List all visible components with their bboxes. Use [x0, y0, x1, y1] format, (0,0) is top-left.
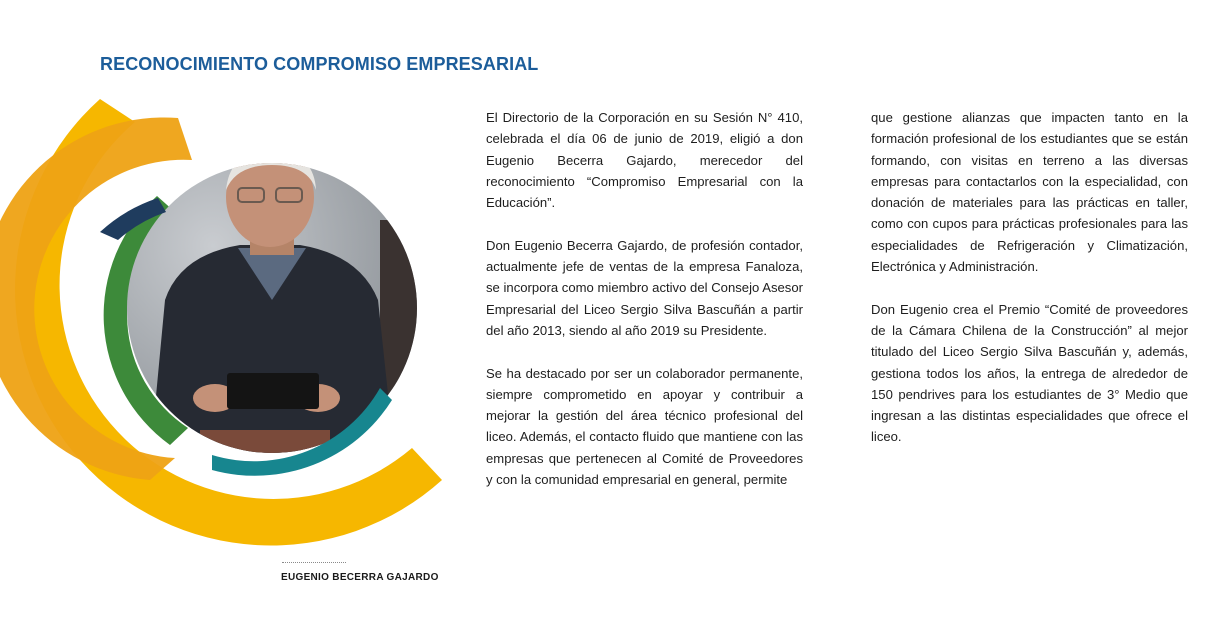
page-title: RECONOCIMIENTO COMPROMISO EMPRESARIAL: [100, 54, 539, 74]
text-column-1: [486, 107, 803, 512]
photo-caption: EUGENIO BECERRA GAJARDO: [281, 572, 439, 583]
paragraph: Don Eugenio crea el Premio “Comité de proveedores de la Cámara Chilena de la Construcción” al mejor titulado del Liceo Sergio Silva Bascuñán y, además, gestiona todos los años, la entrega de alrededor de 150 pendrives para los estudiantes de 3° Medio que ingresan a las distintas especialidades que ofrece el liceo.: [871, 301, 1188, 445]
paragraph: Se ha destacado por ser un colaborador permanente, siempre comprometido en apoyar y contribuir a mejorar la gestión del área técnico profesional del liceo. Además, el contacto fluido que mantiene con las empresas que pertenecen al Comité de Proveedores y con la comunidad empresarial en general, permite: [486, 365, 803, 488]
paragraph: que gestione alianzas que impacten tanto en la formación profesional de los estudiantes que se están formando, con visitas en terreno a las diversas empresas para contactarlos con la especialidad, con donación de materiales para las prácticas en taller, como con cupos para prácticas profesionales para las especialidades de Refrigeración y Climatización, Electrónica y Administración.: [871, 110, 1188, 275]
paragraph: Don Eugenio Becerra Gajardo, de profesión contador, actualmente jefe de ventas de la empresa Fanaloza, se incorpora como miembro activo del Consejo Asesor Empresarial del Liceo Sergio Silva Bascuñán a partir del año 2013, siendo al año 2019 su Presidente.: [486, 237, 803, 338]
caption-divider: [282, 562, 346, 563]
paragraph: El Directorio de la Corporación en su Sesión N° 410, celebrada el día 06 de junio de 2019, eligió a don Eugenio Becerra Gajardo, merecedor del reconocimiento “Compromiso Empresarial con la Educación”.: [486, 110, 803, 211]
text-column-2: [871, 107, 1188, 469]
